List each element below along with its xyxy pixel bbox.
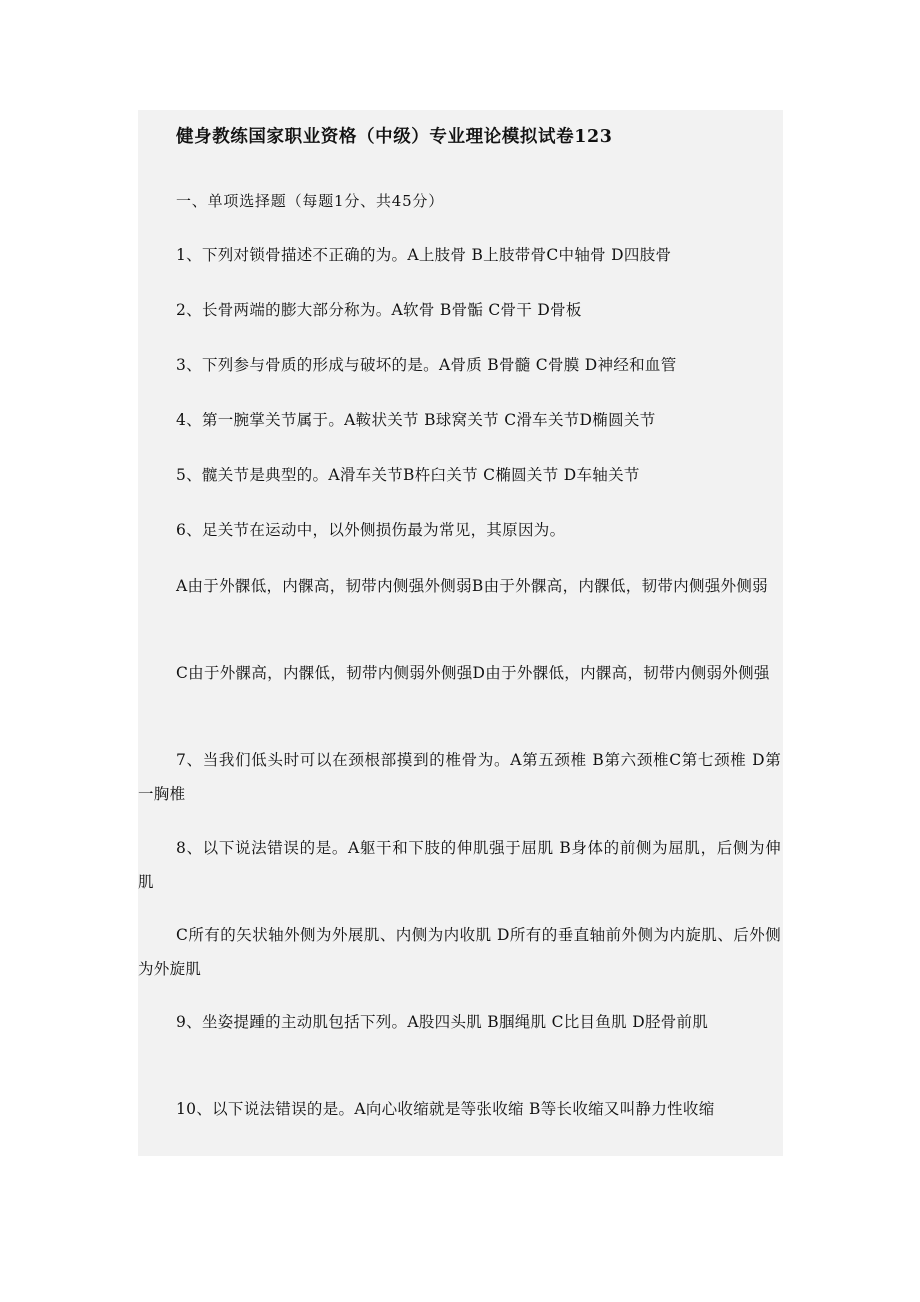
question-6: 6、足关节在运动中，以外侧损伤最为常见，其原因为。: [176, 521, 566, 539]
question-5: 5、髋关节是典型的。A滑车关节B杵臼关节 C椭圆关节 D车轴关节: [176, 466, 640, 484]
document-page: [138, 110, 783, 1156]
document-title: 健身教练国家职业资格（中级）专业理论模拟试卷123: [176, 127, 613, 147]
question-10: 10、以下说法错误的是。A向心收缩就是等张收缩 B等长收缩又叫静力性收缩: [176, 1100, 715, 1118]
question-4: 4、第一腕掌关节属于。A鞍状关节 B球窝关节 C滑车关节D椭圆关节: [176, 411, 656, 429]
section-heading: 一、单项选择题（每题1分、共45分）: [176, 192, 445, 210]
question-2: 2、长骨两端的膨大部分称为。A软骨 B骨骺 C骨干 D骨板: [176, 301, 582, 319]
question-8-options-cd: C所有的矢状轴外侧为外展肌、内侧为内收肌 D所有的垂直轴前外侧为内旋肌、后外侧为外旋肌: [138, 926, 781, 978]
question-6-options-ab: A由于外髁低，内髁高，韧带内侧强外侧弱B由于外髁高，内髁低，韧带内侧强外侧弱: [176, 577, 768, 595]
question-1: 1、下列对锁骨描述不正确的为。A上肢骨 B上肢带骨C中轴骨 D四肢骨: [176, 246, 672, 264]
question-6-options-cd: C由于外髁高，内髁低，韧带内侧弱外侧强D由于外髁低，内髁高，韧带内侧弱外侧强: [176, 664, 770, 682]
question-9: 9、坐姿提踵的主动肌包括下列。A股四头肌 B腘绳肌 C比目鱼肌 D胫骨前肌: [176, 1013, 709, 1031]
question-3: 3、下列参与骨质的形成与破坏的是。A骨质 B骨髓 C骨膜 D神经和血管: [176, 356, 677, 374]
question-7: 7、当我们低头时可以在颈根部摸到的椎骨为。A第五颈椎 B第六颈椎C第七颈椎 D第一胸椎: [138, 751, 781, 803]
question-8: 8、以下说法错误的是。A躯干和下肢的伸肌强于屈肌 B身体的前侧为屈肌，后侧为伸肌: [138, 839, 781, 891]
